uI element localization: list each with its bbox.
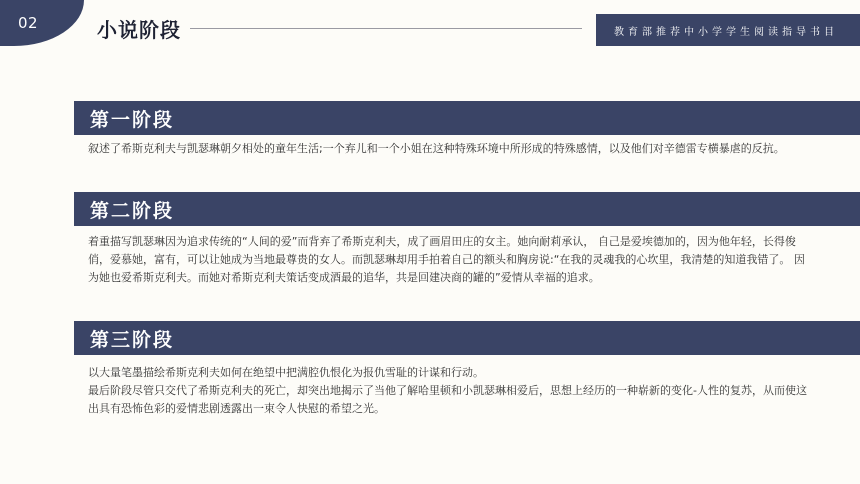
stage-text-1: [88, 140, 808, 158]
stage-heading-3: 第三阶段: [74, 321, 860, 355]
title-divider: [190, 28, 582, 29]
stage-heading-1: 第一阶段: [74, 101, 860, 135]
stage-2-paragraph: 着重描写凯瑟琳因为追求传统的“人间的爱”而背弃了希斯克利夫，成了画眉田庄的女主。她向耐莉承认， 自己是爱埃德加的，因为他年轻，长得俊俏，爱慕她，富有，可以让她成为当地最尊贵的女人。而凯瑟琳却用手拍着自己的额头和胸房说:“在我的灵魂我的心坎里，我清楚的知道我错了。 因为她也爱希斯克利夫。而她对希斯克利夫策话变成酒最的追华，共是回建决商的罐的”爱情从幸福的追求。: [88, 235, 805, 284]
page-number-badge: [0, 0, 84, 46]
stage-3-paragraph-2: 最后阶段尽管只交代了希斯克利夫的死亡，却突出地揭示了当他了解哈里顿和小凯瑟琳相爱后，思想上经历的一种崭新的变化-人性的复苏，从而使这出具有恐怖色彩的爱情悲剧透露出一束令人快慰的希望之光。: [88, 384, 807, 415]
page-number: 02: [18, 14, 39, 32]
stage-3-paragraph-1: 以大量笔墨描绘希斯克利夫如何在绝望中把满腔仇恨化为报仇雪耻的计谋和行动。: [88, 366, 484, 379]
stage-heading-2: 第二阶段: [74, 192, 860, 226]
page-title: 小说阶段: [97, 18, 181, 42]
header-banner-text: 教育部推荐中小学学生阅读指导书目: [614, 26, 838, 38]
stage-text-2: [88, 233, 808, 287]
stage-1-paragraph: 叙述了希斯克利夫与凯瑟琳朝夕相处的童年生活;一个弃儿和一个小姐在这种特殊环境中所形成的特殊感情，以及他们对辛德雷专横暴虐的反抗。: [88, 142, 785, 155]
header-banner: [596, 14, 860, 46]
stage-text-3: [88, 364, 808, 418]
